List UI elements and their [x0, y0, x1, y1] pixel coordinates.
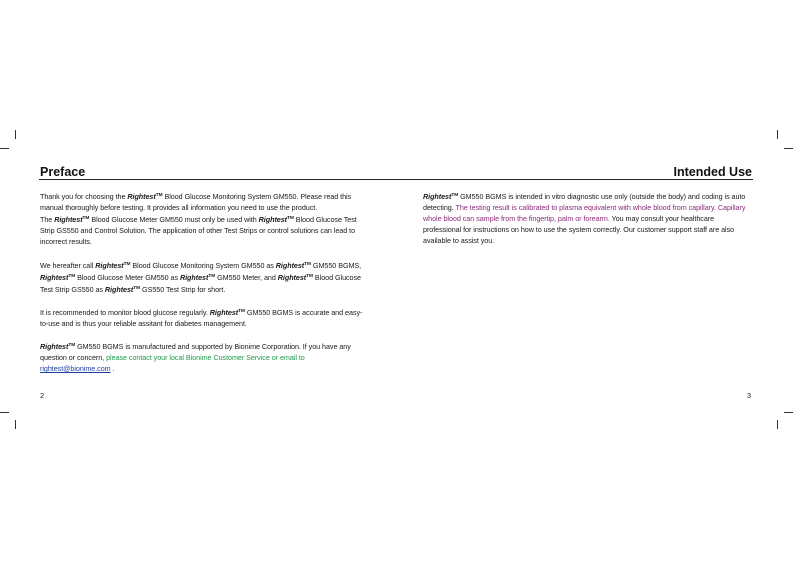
crop-mark	[777, 420, 778, 429]
crop-mark	[784, 412, 793, 413]
preface-title: Preface	[40, 165, 86, 179]
preface-paragraph-4: Rightest™ GM550 BGMS is manufactured and supported by Bionime Corporation. If you have any question or concern, please contact your local Bionime Customer Service or email to rightest@bionime.com .	[40, 342, 351, 374]
crop-mark	[0, 412, 9, 413]
crop-mark	[15, 130, 16, 139]
contact-text: please contact your local Bionime Customer Service or email to	[106, 353, 305, 363]
page-number-right: 3	[746, 391, 751, 400]
preface-body	[40, 190, 370, 386]
preface-paragraph-3: It is recommended to monitor blood glucose regularly. Rightest™ GM550 BGMS is accurate and easy-to-use and is thus your reliable assitant for diabetes management.	[40, 307, 363, 329]
email-link[interactable]: rightest@bionime.com	[40, 364, 111, 374]
crop-mark	[777, 130, 778, 139]
header-rule	[39, 179, 753, 180]
crop-mark	[784, 148, 793, 149]
preface-paragraph-2: We hereafter call Rightest™ Blood Glucose Monitoring System GM550 as Rightest™ GM550 BGMS, Rightest™ Blood Glucose Meter GM550 as Rightest™ GM550 Meter, and Rightest™ Blood Glucose Test Strip GS550 as Rightest™ GS550 Test Strip for short.	[40, 260, 362, 294]
intended-use-paragraph: Rightest™ GM550 BGMS is intended in vitro diagnostic use only (outside the body) and coding is auto detecting. The testing result is calibrated to plasma equivalent with whole blood from capillary. Capillary whole blood can sample from the fingertip, palm or forearm. You may consult your healthcare professional for instructions on how to use the system correctly. Our customer support staff are also available to assist you.	[423, 192, 746, 246]
intended-use-title: Intended Use	[673, 165, 752, 179]
preface-paragraph-1: Thank you for choosing the Rightest™ Blood Glucose Monitoring System GM550. Please read this manual thoroughly before testing. It provides all information you need to use the product. The Rightest™ Blood Glucose Meter GM550 must only be used with Rightest™ Blood Glucose Test Strip GS550 and Control Solution. The application of other Test Strips or control solutions can lead to incorrect results.	[40, 192, 357, 247]
intended-use-body	[423, 190, 753, 258]
crop-mark	[15, 420, 16, 429]
calibration-text: The testing result is calibrated to plasma equivalent with whole blood from capillary. Capillary whole blood can sample from the fingertip, palm or forearm.	[423, 203, 746, 224]
page-number-left: 2	[40, 391, 45, 400]
crop-mark	[0, 148, 9, 149]
